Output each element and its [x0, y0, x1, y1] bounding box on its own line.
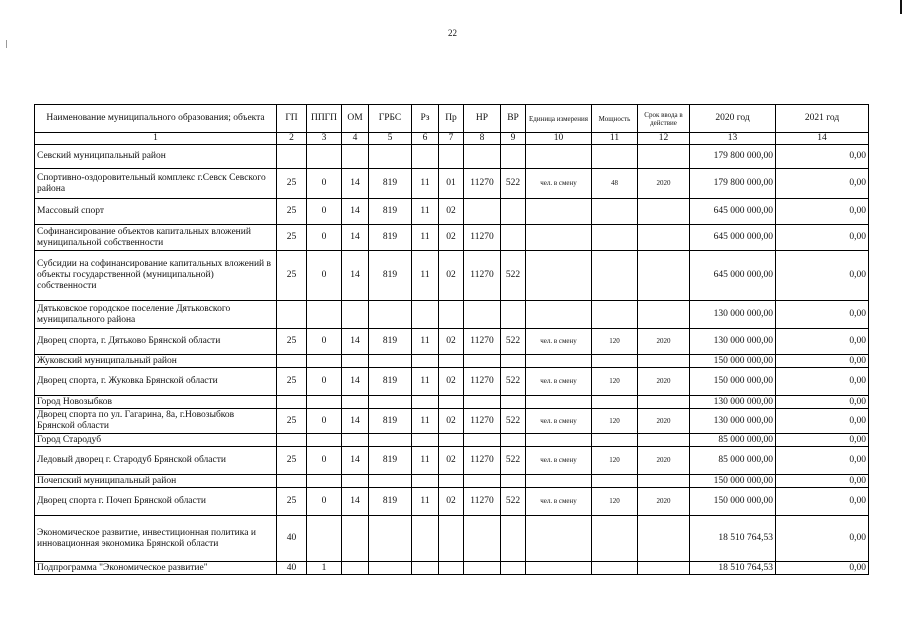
cell-gp: 25: [277, 169, 307, 199]
page-edge-mark: [900, 0, 902, 14]
cell-vr: 522: [501, 447, 526, 475]
header-ppgp: ППГП: [307, 105, 342, 133]
cell-start: 2020: [638, 169, 690, 199]
cell-om: [342, 475, 369, 488]
table-row: [35, 488, 869, 516]
cell-ppgp: 0: [307, 169, 342, 199]
column-number: 3: [307, 133, 342, 145]
cell-gp: [277, 434, 307, 447]
cell-name: Софинансирование объектов капитальных вложений муниципальной собственности: [35, 225, 277, 251]
header-gp: ГП: [277, 105, 307, 133]
cell-name: Ледовый дворец г. Стародуб Брянской области: [35, 447, 277, 475]
cell-om: [342, 562, 369, 575]
cell-pr: 02: [439, 447, 464, 475]
cell-pr: 02: [439, 199, 464, 225]
column-number: 9: [501, 133, 526, 145]
cell-gp: 25: [277, 368, 307, 396]
header-start: Срок ввода в действие: [638, 105, 690, 133]
cell-pr: 02: [439, 409, 464, 434]
scan-artifact-mark: [6, 40, 7, 48]
cell-2021-amount: 0,00: [776, 225, 869, 251]
cell-2020-amount: 85 000 000,00: [690, 447, 776, 475]
table-row: [35, 409, 869, 434]
cell-rz: [412, 301, 439, 329]
column-number: 8: [464, 133, 501, 145]
cell-grbs: [369, 355, 412, 368]
cell-grbs: 819: [369, 199, 412, 225]
cell-capacity: [592, 475, 638, 488]
cell-start: 2020: [638, 368, 690, 396]
cell-vr: 522: [501, 368, 526, 396]
column-number: 4: [342, 133, 369, 145]
cell-vr: [501, 225, 526, 251]
table-row: [35, 368, 869, 396]
cell-om: 14: [342, 409, 369, 434]
cell-start: [638, 562, 690, 575]
cell-2020-amount: 85 000 000,00: [690, 434, 776, 447]
cell-start: [638, 434, 690, 447]
header-nr: НР: [464, 105, 501, 133]
cell-pr: 02: [439, 488, 464, 516]
cell-2020-amount: 645 000 000,00: [690, 251, 776, 301]
cell-capacity: 120: [592, 409, 638, 434]
cell-vr: 522: [501, 169, 526, 199]
cell-grbs: [369, 145, 412, 169]
cell-ppgp: [307, 475, 342, 488]
cell-name: Дятьковское городское поселение Дятьковского муниципального района: [35, 301, 277, 329]
cell-grbs: 819: [369, 225, 412, 251]
cell-om: [342, 145, 369, 169]
cell-pr: [439, 562, 464, 575]
cell-2021-amount: 0,00: [776, 488, 869, 516]
cell-name: Дворец спорта по ул. Гагарина, 8а, г.Новозыбков Брянской области: [35, 409, 277, 434]
cell-nr: [464, 434, 501, 447]
table-row: [35, 562, 869, 575]
table-row: [35, 396, 869, 409]
cell-name: Дворец спорта г. Почеп Брянской области: [35, 488, 277, 516]
page-number: 22: [448, 28, 457, 38]
cell-name: Спортивно-оздоровительный комплекс г.Севск Севского района: [35, 169, 277, 199]
cell-ppgp: [307, 145, 342, 169]
cell-unit: [526, 562, 592, 575]
cell-nr: 11270: [464, 368, 501, 396]
cell-grbs: [369, 434, 412, 447]
cell-2020-amount: 130 000 000,00: [690, 329, 776, 355]
table-row: [35, 475, 869, 488]
cell-unit: чел. в смену: [526, 409, 592, 434]
header-capacity: Мощность: [592, 105, 638, 133]
header-2021: 2021 год: [776, 105, 869, 133]
cell-vr: 522: [501, 329, 526, 355]
cell-2021-amount: 0,00: [776, 145, 869, 169]
cell-rz: 11: [412, 225, 439, 251]
column-number: 7: [439, 133, 464, 145]
column-number-row: [35, 133, 869, 145]
cell-2020-amount: 645 000 000,00: [690, 199, 776, 225]
cell-vr: [501, 475, 526, 488]
cell-unit: [526, 516, 592, 562]
header-unit: Единица измерения: [526, 105, 592, 133]
cell-start: [638, 225, 690, 251]
cell-gp: 25: [277, 447, 307, 475]
column-number: 11: [592, 133, 638, 145]
cell-nr: [464, 145, 501, 169]
cell-rz: 11: [412, 488, 439, 516]
cell-capacity: [592, 355, 638, 368]
table-row: [35, 251, 869, 301]
cell-gp: 25: [277, 488, 307, 516]
cell-capacity: [592, 145, 638, 169]
cell-grbs: [369, 396, 412, 409]
cell-ppgp: 0: [307, 199, 342, 225]
cell-grbs: [369, 301, 412, 329]
table-row: [35, 145, 869, 169]
cell-vr: [501, 199, 526, 225]
cell-start: 2020: [638, 409, 690, 434]
cell-nr: 11270: [464, 225, 501, 251]
cell-start: 2020: [638, 447, 690, 475]
cell-capacity: 48: [592, 169, 638, 199]
cell-2021-amount: 0,00: [776, 199, 869, 225]
cell-unit: чел. в смену: [526, 169, 592, 199]
cell-name: Субсидии на софинансирование капитальных вложений в объекты государственной (муниципальной) собственности: [35, 251, 277, 301]
cell-unit: [526, 396, 592, 409]
cell-unit: [526, 225, 592, 251]
table-row: [35, 516, 869, 562]
cell-nr: [464, 475, 501, 488]
cell-start: [638, 355, 690, 368]
cell-vr: [501, 516, 526, 562]
cell-om: 14: [342, 368, 369, 396]
cell-2020-amount: 150 000 000,00: [690, 355, 776, 368]
cell-nr: [464, 199, 501, 225]
cell-om: [342, 396, 369, 409]
cell-om: 14: [342, 169, 369, 199]
cell-pr: [439, 145, 464, 169]
column-number: 1: [35, 133, 277, 145]
table-header-row: [35, 105, 869, 133]
cell-name: Экономическое развитие, инвестиционная политика и инновационная экономика Брянской области: [35, 516, 277, 562]
cell-vr: [501, 396, 526, 409]
cell-2021-amount: 0,00: [776, 169, 869, 199]
cell-pr: 02: [439, 251, 464, 301]
cell-capacity: [592, 396, 638, 409]
cell-2021-amount: 0,00: [776, 516, 869, 562]
cell-om: 14: [342, 447, 369, 475]
cell-ppgp: 0: [307, 251, 342, 301]
cell-name: Подпрограмма "Экономическое развитие": [35, 562, 277, 575]
cell-grbs: 819: [369, 368, 412, 396]
cell-vr: [501, 145, 526, 169]
cell-om: 14: [342, 251, 369, 301]
table-row: [35, 447, 869, 475]
cell-2020-amount: 645 000 000,00: [690, 225, 776, 251]
table-row: [35, 434, 869, 447]
cell-start: 2020: [638, 488, 690, 516]
cell-name: Город Новозыбков: [35, 396, 277, 409]
cell-2020-amount: 130 000 000,00: [690, 409, 776, 434]
cell-unit: [526, 355, 592, 368]
cell-2021-amount: 0,00: [776, 329, 869, 355]
cell-rz: [412, 396, 439, 409]
cell-pr: 01: [439, 169, 464, 199]
cell-2020-amount: 179 800 000,00: [690, 145, 776, 169]
table-row: [35, 301, 869, 329]
table-row: [35, 199, 869, 225]
cell-capacity: 120: [592, 368, 638, 396]
cell-grbs: 819: [369, 251, 412, 301]
header-2020: 2020 год: [690, 105, 776, 133]
cell-ppgp: 1: [307, 562, 342, 575]
cell-name: Массовый спорт: [35, 199, 277, 225]
cell-name: Севский муниципальный район: [35, 145, 277, 169]
cell-grbs: 819: [369, 488, 412, 516]
cell-ppgp: 0: [307, 329, 342, 355]
cell-ppgp: [307, 301, 342, 329]
cell-ppgp: [307, 355, 342, 368]
budget-table: [34, 104, 869, 575]
cell-rz: 11: [412, 329, 439, 355]
cell-gp: [277, 396, 307, 409]
cell-rz: [412, 355, 439, 368]
column-number: 14: [776, 133, 869, 145]
cell-om: [342, 301, 369, 329]
cell-om: 14: [342, 199, 369, 225]
header-rz: Рз: [412, 105, 439, 133]
cell-start: [638, 145, 690, 169]
cell-gp: 40: [277, 516, 307, 562]
cell-gp: [277, 145, 307, 169]
cell-2021-amount: 0,00: [776, 301, 869, 329]
column-number: 10: [526, 133, 592, 145]
cell-2020-amount: 150 000 000,00: [690, 488, 776, 516]
cell-unit: чел. в смену: [526, 488, 592, 516]
cell-capacity: [592, 562, 638, 575]
column-number: 2: [277, 133, 307, 145]
cell-name: Город Стародуб: [35, 434, 277, 447]
cell-gp: 25: [277, 251, 307, 301]
cell-rz: 11: [412, 169, 439, 199]
cell-grbs: [369, 475, 412, 488]
column-number: 12: [638, 133, 690, 145]
column-number: 13: [690, 133, 776, 145]
cell-unit: чел. в смену: [526, 447, 592, 475]
cell-2021-amount: 0,00: [776, 475, 869, 488]
cell-2020-amount: 150 000 000,00: [690, 475, 776, 488]
cell-pr: [439, 516, 464, 562]
cell-2020-amount: 18 510 764,53: [690, 562, 776, 575]
column-number: 5: [369, 133, 412, 145]
table-row: [35, 169, 869, 199]
cell-vr: 522: [501, 251, 526, 301]
cell-gp: [277, 301, 307, 329]
cell-ppgp: [307, 396, 342, 409]
cell-nr: 11270: [464, 409, 501, 434]
cell-start: 2020: [638, 329, 690, 355]
cell-2021-amount: 0,00: [776, 562, 869, 575]
cell-start: [638, 396, 690, 409]
cell-nr: 11270: [464, 169, 501, 199]
cell-rz: 11: [412, 368, 439, 396]
cell-rz: 11: [412, 409, 439, 434]
cell-2020-amount: 150 000 000,00: [690, 368, 776, 396]
column-number: 6: [412, 133, 439, 145]
cell-nr: 11270: [464, 251, 501, 301]
cell-rz: [412, 434, 439, 447]
cell-unit: [526, 434, 592, 447]
cell-2020-amount: 130 000 000,00: [690, 396, 776, 409]
cell-capacity: 120: [592, 488, 638, 516]
cell-rz: 11: [412, 447, 439, 475]
cell-name: Почепский муниципальный район: [35, 475, 277, 488]
cell-ppgp: 0: [307, 225, 342, 251]
header-grbs: ГРБС: [369, 105, 412, 133]
cell-om: [342, 516, 369, 562]
cell-grbs: 819: [369, 169, 412, 199]
cell-rz: [412, 516, 439, 562]
table-row: [35, 225, 869, 251]
cell-vr: [501, 434, 526, 447]
cell-start: [638, 199, 690, 225]
cell-ppgp: 0: [307, 447, 342, 475]
cell-gp: 25: [277, 225, 307, 251]
cell-capacity: [592, 434, 638, 447]
cell-capacity: 120: [592, 447, 638, 475]
cell-om: 14: [342, 329, 369, 355]
header-om: ОМ: [342, 105, 369, 133]
cell-vr: 522: [501, 488, 526, 516]
cell-pr: 02: [439, 368, 464, 396]
cell-nr: [464, 301, 501, 329]
cell-unit: [526, 251, 592, 301]
cell-gp: [277, 355, 307, 368]
cell-grbs: [369, 562, 412, 575]
cell-2021-amount: 0,00: [776, 251, 869, 301]
cell-nr: 11270: [464, 488, 501, 516]
cell-unit: чел. в смену: [526, 329, 592, 355]
cell-gp: 25: [277, 199, 307, 225]
cell-2020-amount: 130 000 000,00: [690, 301, 776, 329]
cell-ppgp: 0: [307, 488, 342, 516]
cell-2020-amount: 179 800 000,00: [690, 169, 776, 199]
cell-name: Жуковский муниципальный район: [35, 355, 277, 368]
cell-capacity: [592, 516, 638, 562]
cell-capacity: [592, 199, 638, 225]
cell-ppgp: 0: [307, 368, 342, 396]
cell-pr: [439, 434, 464, 447]
cell-capacity: [592, 251, 638, 301]
cell-2021-amount: 0,00: [776, 396, 869, 409]
table-row: [35, 329, 869, 355]
cell-name: Дворец спорта, г. Дятьково Брянской области: [35, 329, 277, 355]
cell-2021-amount: 0,00: [776, 368, 869, 396]
cell-unit: [526, 301, 592, 329]
cell-rz: 11: [412, 199, 439, 225]
cell-grbs: 819: [369, 447, 412, 475]
cell-rz: [412, 475, 439, 488]
cell-2021-amount: 0,00: [776, 355, 869, 368]
cell-name: Дворец спорта, г. Жуковка Брянской области: [35, 368, 277, 396]
cell-vr: [501, 301, 526, 329]
cell-start: [638, 251, 690, 301]
cell-rz: [412, 145, 439, 169]
cell-vr: 522: [501, 409, 526, 434]
cell-pr: [439, 301, 464, 329]
cell-pr: 02: [439, 329, 464, 355]
cell-gp: 40: [277, 562, 307, 575]
cell-2020-amount: 18 510 764,53: [690, 516, 776, 562]
cell-vr: [501, 355, 526, 368]
cell-om: [342, 434, 369, 447]
header-vr: ВР: [501, 105, 526, 133]
cell-grbs: [369, 516, 412, 562]
cell-nr: 11270: [464, 447, 501, 475]
cell-grbs: 819: [369, 329, 412, 355]
cell-om: 14: [342, 225, 369, 251]
cell-nr: [464, 396, 501, 409]
cell-nr: [464, 355, 501, 368]
cell-rz: [412, 562, 439, 575]
cell-pr: [439, 396, 464, 409]
cell-vr: [501, 562, 526, 575]
cell-ppgp: [307, 516, 342, 562]
cell-nr: [464, 562, 501, 575]
cell-gp: 25: [277, 409, 307, 434]
cell-pr: [439, 355, 464, 368]
cell-pr: [439, 475, 464, 488]
cell-ppgp: 0: [307, 409, 342, 434]
cell-start: [638, 516, 690, 562]
cell-unit: [526, 199, 592, 225]
cell-unit: [526, 145, 592, 169]
cell-nr: [464, 516, 501, 562]
cell-2021-amount: 0,00: [776, 447, 869, 475]
cell-2021-amount: 0,00: [776, 434, 869, 447]
cell-unit: чел. в смену: [526, 368, 592, 396]
cell-gp: [277, 475, 307, 488]
cell-grbs: 819: [369, 409, 412, 434]
cell-gp: 25: [277, 329, 307, 355]
cell-capacity: [592, 225, 638, 251]
cell-om: [342, 355, 369, 368]
cell-capacity: [592, 301, 638, 329]
cell-unit: [526, 475, 592, 488]
cell-start: [638, 301, 690, 329]
cell-nr: 11270: [464, 329, 501, 355]
cell-ppgp: [307, 434, 342, 447]
header-name: Наименование муниципального образования; объекта: [35, 105, 277, 133]
cell-pr: 02: [439, 225, 464, 251]
cell-om: 14: [342, 488, 369, 516]
cell-rz: 11: [412, 251, 439, 301]
header-pr: Пр: [439, 105, 464, 133]
cell-start: [638, 475, 690, 488]
cell-capacity: 120: [592, 329, 638, 355]
table-row: [35, 355, 869, 368]
cell-2021-amount: 0,00: [776, 409, 869, 434]
